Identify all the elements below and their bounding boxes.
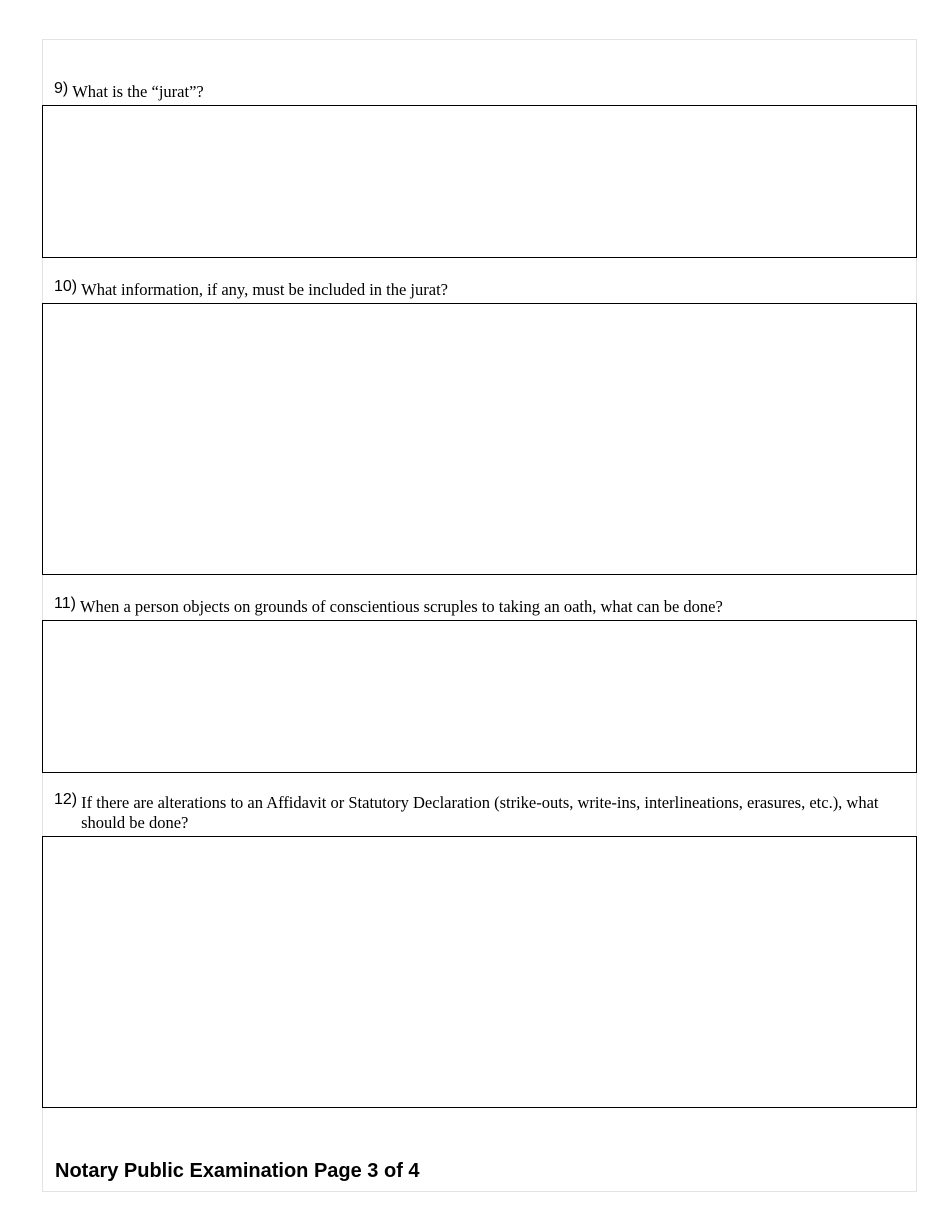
question-10 bbox=[54, 280, 904, 300]
question-text: When a person objects on grounds of conscientious scruples to taking an oath, what can be done? bbox=[79, 597, 723, 616]
answer-box-10[interactable] bbox=[42, 303, 917, 575]
question-number: 9) bbox=[54, 80, 69, 97]
answer-box-9[interactable] bbox=[42, 105, 917, 258]
question-number: 12) bbox=[54, 791, 78, 808]
question-number: 10) bbox=[54, 278, 78, 295]
question-text: If there are alterations to an Affidavit or Statutory Declaration (strike-outs, write-ins, interlineations, erasures, etc.), what should be done? bbox=[81, 793, 879, 832]
question-11 bbox=[54, 597, 904, 617]
question-number: 11) bbox=[54, 595, 76, 612]
question-9 bbox=[54, 82, 904, 102]
question-12 bbox=[54, 793, 894, 833]
answer-box-11[interactable] bbox=[42, 620, 917, 773]
question-text: What is the “jurat”? bbox=[72, 82, 204, 101]
question-text: What information, if any, must be included in the jurat? bbox=[81, 280, 448, 299]
answer-box-12[interactable] bbox=[42, 836, 917, 1108]
page-footer: Notary Public Examination Page 3 of 4 bbox=[55, 1160, 420, 1182]
